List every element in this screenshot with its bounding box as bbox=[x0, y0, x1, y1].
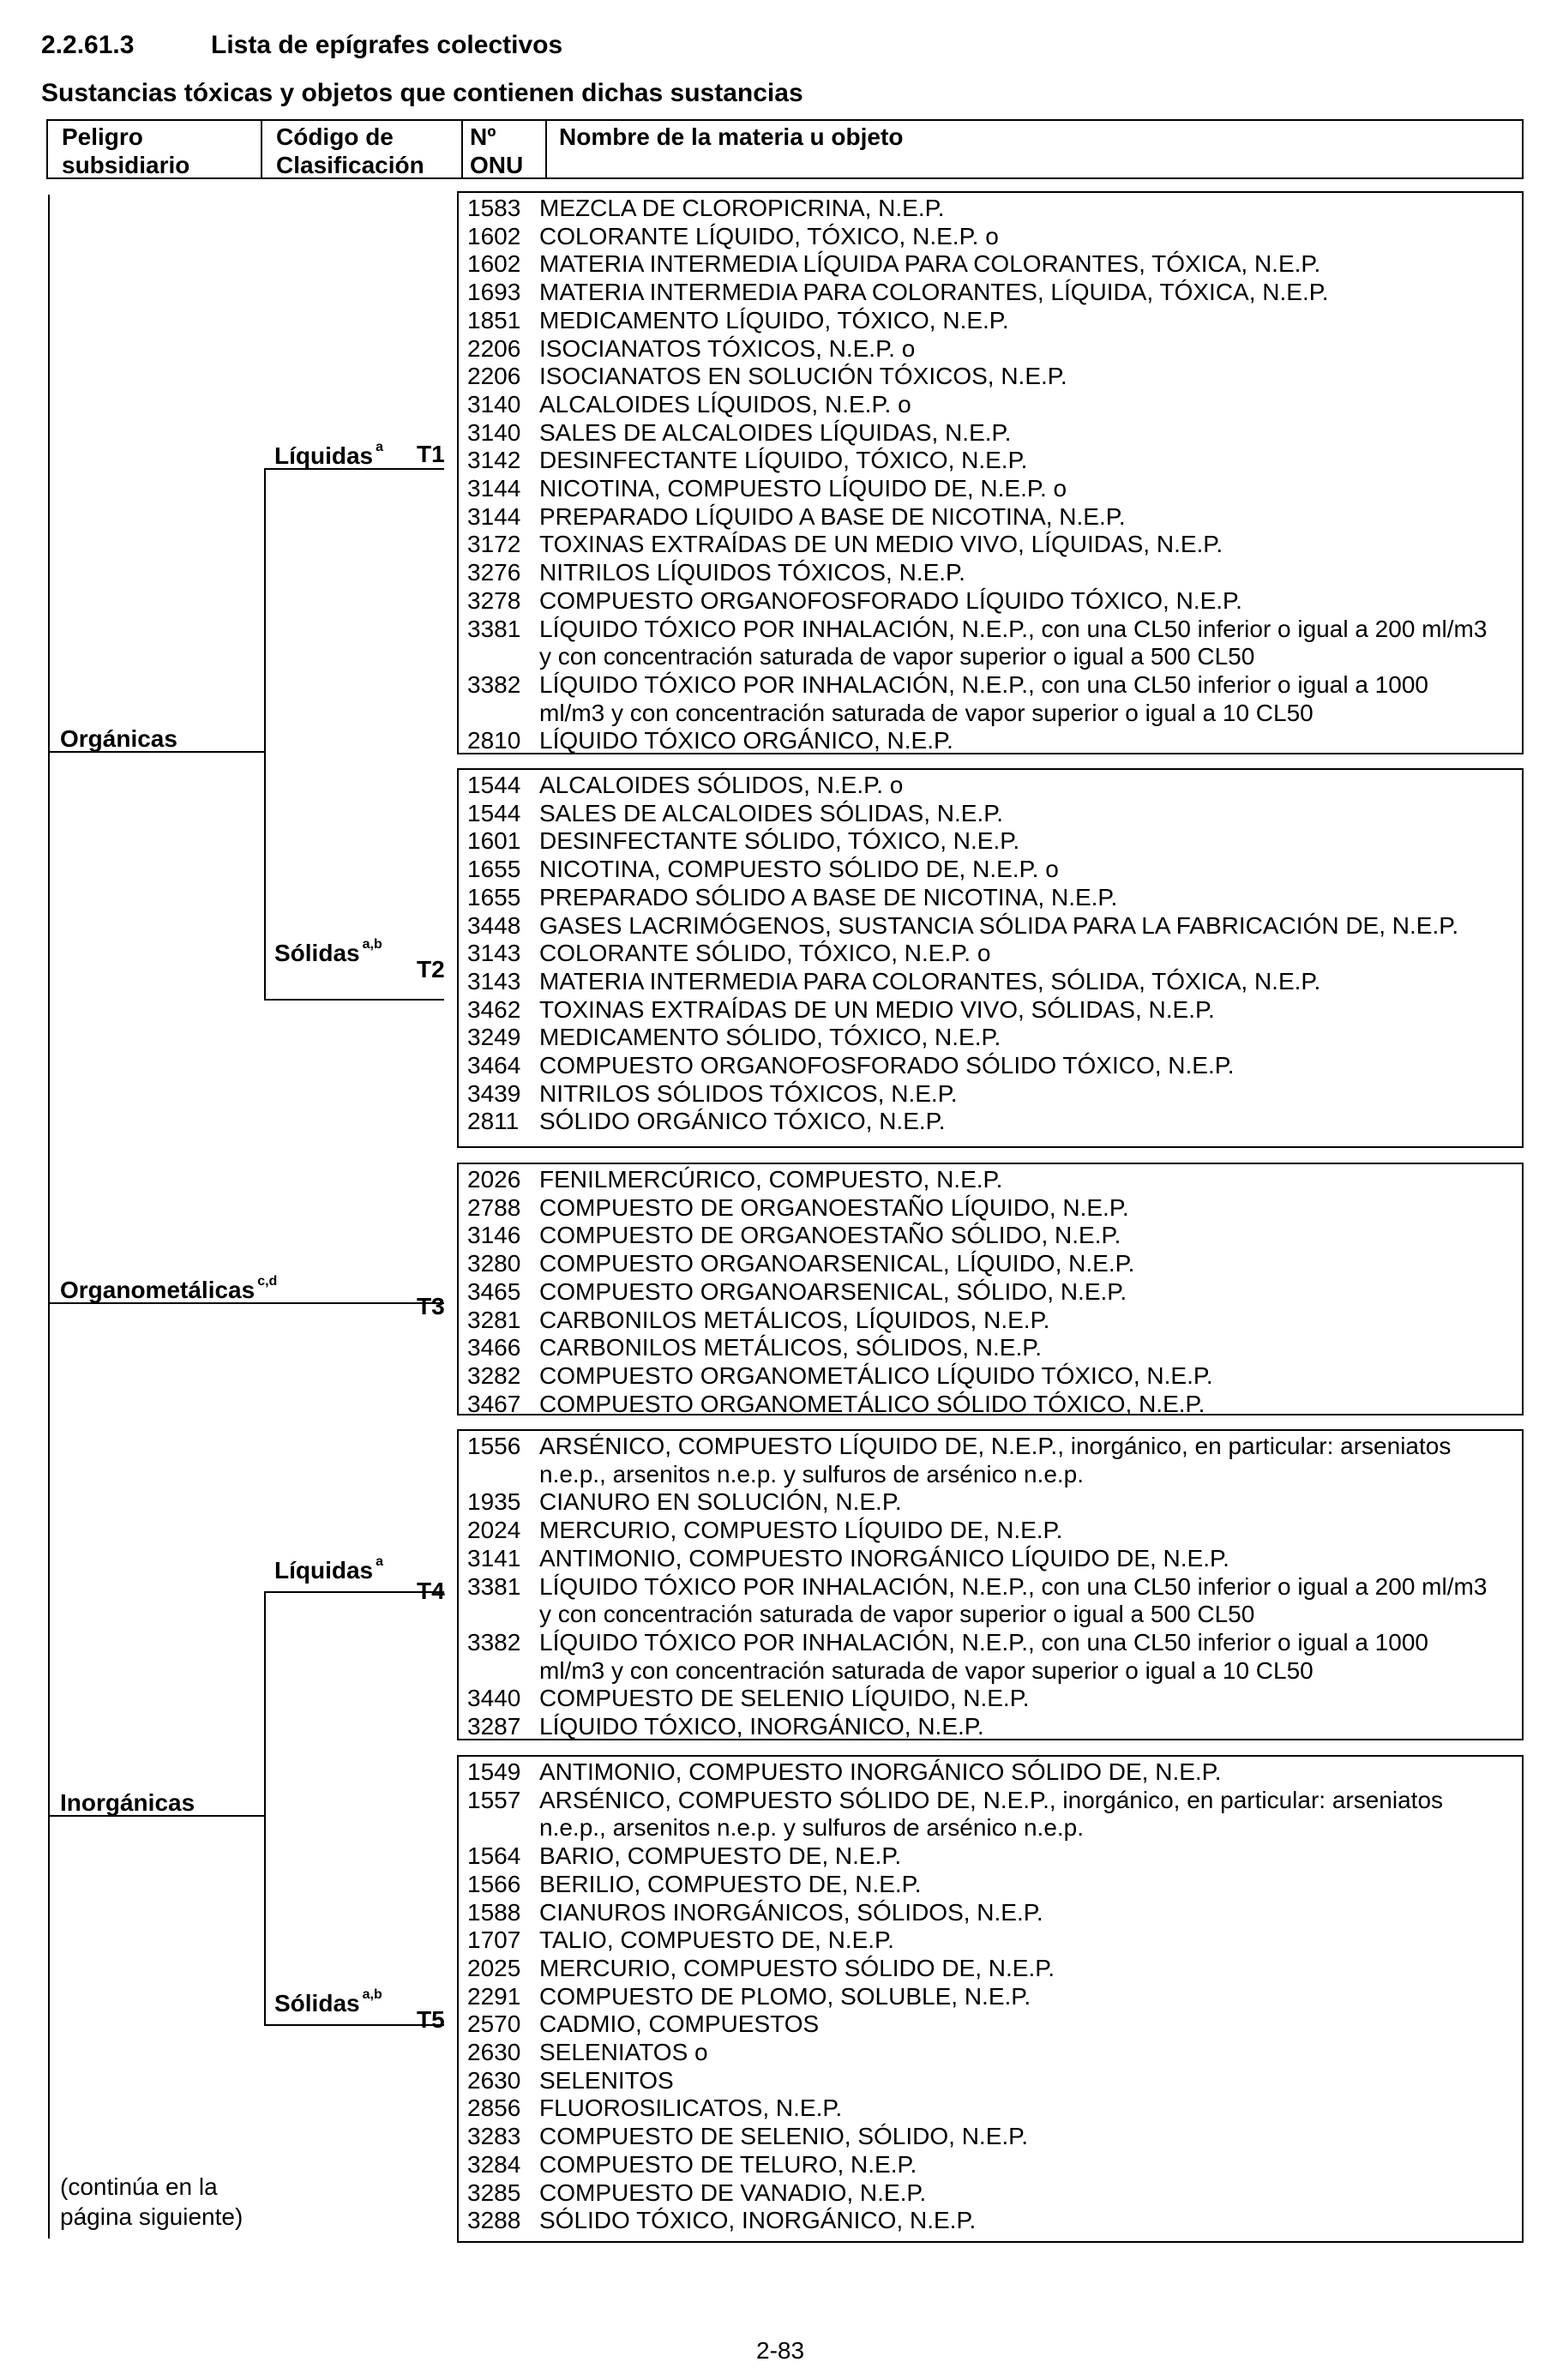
entry-row bbox=[459, 643, 1522, 671]
entry-row bbox=[459, 1926, 1522, 1955]
header-col-nombre: Nombre de la materia u objeto bbox=[559, 123, 904, 150]
entry-row bbox=[459, 1488, 1522, 1517]
substance-name: COLORANTE LÍQUIDO, TÓXICO, N.E.P. o bbox=[539, 222, 999, 249]
entry-row bbox=[459, 1629, 1522, 1657]
entry-row bbox=[459, 1899, 1522, 1927]
entry-row bbox=[459, 1278, 1522, 1307]
entry-row bbox=[459, 559, 1522, 587]
substance-name: DESINFECTANTE SÓLIDO, TÓXICO, N.E.P. bbox=[539, 827, 1020, 855]
entry-row bbox=[459, 671, 1522, 700]
un-number: 3140 bbox=[467, 418, 521, 446]
code-t2: T2 bbox=[417, 956, 445, 983]
substance-name: DESINFECTANTE LÍQUIDO, TÓXICO, N.E.P. bbox=[539, 447, 1028, 474]
code-t3: T3 bbox=[417, 1293, 445, 1319]
substance-name: PREPARADO LÍQUIDO A BASE DE NICOTINA, N.E.P. bbox=[539, 502, 1126, 530]
un-number: 3144 bbox=[467, 475, 521, 502]
entry-row bbox=[459, 195, 1522, 223]
entry-row bbox=[459, 1080, 1522, 1109]
substance-name: MERCURIO, COMPUESTO SÓLIDO DE, N.E.P. bbox=[539, 1954, 1055, 1981]
un-number: 3448 bbox=[467, 911, 521, 939]
entry-row bbox=[459, 335, 1522, 364]
entry-row bbox=[459, 1433, 1522, 1461]
un-number: 1549 bbox=[467, 1758, 521, 1785]
substance-name: CIANUROS INORGÁNICOS, SÓLIDOS, N.E.P. bbox=[539, 1898, 1043, 1926]
entry-row bbox=[459, 727, 1522, 755]
un-number: 3287 bbox=[467, 1713, 521, 1740]
entry-row bbox=[459, 419, 1522, 448]
entry-row bbox=[459, 1461, 1522, 1489]
entry-row bbox=[459, 1758, 1522, 1787]
un-number: 3462 bbox=[467, 995, 521, 1023]
entry-row bbox=[459, 1166, 1522, 1194]
entries-box-t5 bbox=[457, 1755, 1524, 2243]
substance-name: GASES LACRIMÓGENOS, SUSTANCIA SÓLIDA PARA LA FABRICACIÓN DE, N.E.P. bbox=[539, 911, 1459, 939]
substance-name: y con concentración saturada de vapor superior o igual a 500 CL50 bbox=[539, 1601, 1255, 1628]
un-number: 1557 bbox=[467, 1786, 521, 1813]
entry-row bbox=[459, 800, 1522, 828]
entry-row bbox=[459, 1657, 1522, 1686]
un-number: 3467 bbox=[467, 1390, 521, 1417]
label-liquidas-t4: Líquidas $^a$ bbox=[274, 1554, 384, 1584]
substance-name: LÍQUIDO TÓXICO ORGÁNICO, N.E.P. bbox=[539, 727, 953, 754]
entry-row bbox=[459, 1334, 1522, 1362]
substance-name: COMPUESTO DE SELENIO, SÓLIDO, N.E.P. bbox=[539, 2123, 1029, 2150]
substance-name: NITRILOS SÓLIDOS TÓXICOS, N.E.P. bbox=[539, 1079, 958, 1107]
subtitle: Sustancias tóxicas y objetos que contienen dichas sustancias bbox=[41, 79, 803, 107]
continuation-note: (continúa en la página siguiente) bbox=[60, 2173, 243, 2230]
entry-row bbox=[459, 307, 1522, 335]
un-number: 3141 bbox=[467, 1544, 521, 1572]
substance-name: CARBONILOS METÁLICOS, LÍQUIDOS, N.E.P. bbox=[539, 1306, 1050, 1333]
entry-row bbox=[459, 279, 1522, 307]
entry-row bbox=[459, 391, 1522, 419]
un-number: 1602 bbox=[467, 222, 521, 249]
un-number: 2811 bbox=[467, 1108, 520, 1135]
un-number: 2291 bbox=[467, 1982, 521, 2010]
entry-row bbox=[459, 1842, 1522, 1871]
entry-row bbox=[459, 856, 1522, 884]
un-number: 2810 bbox=[467, 727, 521, 754]
entry-row bbox=[459, 1250, 1522, 1278]
un-number: 1851 bbox=[467, 306, 521, 334]
entry-row bbox=[459, 996, 1522, 1025]
un-number: 3142 bbox=[467, 447, 521, 474]
un-number: 1655 bbox=[467, 856, 521, 883]
substance-name: COMPUESTO DE VANADIO, N.E.P. bbox=[539, 2179, 927, 2206]
substance-name: ARSÉNICO, COMPUESTO LÍQUIDO DE, N.E.P., inorgánico, en particular: arseniatos bbox=[539, 1433, 1452, 1459]
un-number: 2025 bbox=[467, 1954, 521, 1981]
substance-name: COMPUESTO DE ORGANOESTAÑO SÓLIDO, N.E.P. bbox=[539, 1222, 1121, 1249]
organicas-branch bbox=[264, 468, 266, 1000]
entry-row bbox=[459, 1871, 1522, 1899]
un-number: 3282 bbox=[467, 1361, 521, 1389]
entry-row bbox=[459, 1713, 1522, 1741]
entry-row bbox=[459, 1194, 1522, 1223]
substance-name: COMPUESTO ORGANOMETÁLICO SÓLIDO TÓXICO, N.E.P. bbox=[539, 1390, 1205, 1417]
substance-name: SÓLIDO TÓXICO, INORGÁNICO, N.E.P. bbox=[539, 2207, 977, 2234]
entry-row bbox=[459, 1545, 1522, 1573]
un-number: 3284 bbox=[467, 2150, 521, 2178]
un-number: 3382 bbox=[467, 670, 521, 698]
entry-row bbox=[459, 531, 1522, 559]
substance-name: y con concentración saturada de vapor superior o igual a 500 CL50 bbox=[539, 643, 1255, 670]
entry-row bbox=[459, 1222, 1522, 1250]
un-number: 1693 bbox=[467, 279, 521, 306]
substance-name: MATERIA INTERMEDIA LÍQUIDA PARA COLORANTES, TÓXICA, N.E.P. bbox=[539, 250, 1321, 278]
substance-name: MATERIA INTERMEDIA PARA COLORANTES, LÍQUIDA, TÓXICA, N.E.P. bbox=[539, 279, 1329, 306]
un-number: 1707 bbox=[467, 1926, 521, 1954]
un-number: 3276 bbox=[467, 559, 521, 586]
substance-name: COMPUESTO DE ORGANOESTAÑO LÍQUIDO, N.E.P. bbox=[539, 1193, 1129, 1221]
substance-name: ANTIMONIO, COMPUESTO INORGÁNICO LÍQUIDO DE, N.E.P. bbox=[539, 1544, 1229, 1572]
substance-name: LÍQUIDO TÓXICO POR INHALACIÓN, N.E.P., con una CL50 inferior o igual a 200 ml/m3 bbox=[539, 615, 1488, 642]
un-number: 2570 bbox=[467, 2010, 521, 2038]
un-number: 3466 bbox=[467, 1334, 521, 1361]
code-t1: T1 bbox=[417, 441, 445, 467]
un-number: 3285 bbox=[467, 2179, 521, 2206]
substance-name: CADMIO, COMPUESTOS bbox=[539, 2010, 820, 2038]
un-number: 3283 bbox=[467, 2123, 521, 2150]
un-number: 1583 bbox=[467, 195, 521, 221]
un-number: 2206 bbox=[467, 363, 521, 390]
substance-name: n.e.p., arsenitos n.e.p. y sulfuros de arsénico n.e.p. bbox=[539, 1460, 1085, 1488]
substance-name: ANTIMONIO, COMPUESTO INORGÁNICO SÓLIDO DE, N.E.P. bbox=[539, 1758, 1222, 1785]
un-number: 1655 bbox=[467, 883, 521, 911]
substance-name: PREPARADO SÓLIDO A BASE DE NICOTINA, N.E.P. bbox=[539, 883, 1118, 911]
substance-name: BERILIO, COMPUESTO DE, N.E.P. bbox=[539, 1870, 922, 1897]
entry-row bbox=[459, 1052, 1522, 1080]
label-solidas-t2: Sólidas $^{a,b}$ bbox=[274, 937, 382, 966]
substance-name: ISOCIANATOS EN SOLUCIÓN TÓXICOS, N.E.P. bbox=[539, 363, 1067, 390]
entry-row bbox=[459, 223, 1522, 251]
substance-name: COMPUESTO ORGANOFOSFORADO LÍQUIDO TÓXICO, N.E.P. bbox=[539, 586, 1242, 614]
un-number: 2630 bbox=[467, 2039, 521, 2065]
substance-name: n.e.p., arsenitos n.e.p. y sulfuros de arsénico n.e.p. bbox=[539, 1814, 1085, 1842]
substance-name: LÍQUIDO TÓXICO, INORGÁNICO, N.E.P. bbox=[539, 1713, 984, 1740]
un-number: 1601 bbox=[467, 827, 521, 855]
label-organicas: Orgánicas bbox=[60, 725, 177, 752]
substance-name: FENILMERCÚRICO, COMPUESTO, N.E.P. bbox=[539, 1166, 1003, 1193]
un-number: 3288 bbox=[467, 2207, 521, 2234]
un-number: 2788 bbox=[467, 1193, 521, 1221]
entry-row bbox=[459, 250, 1522, 279]
substance-name: MEZCLA DE CLOROPICRINA, N.E.P. bbox=[539, 195, 945, 221]
un-number: 3381 bbox=[467, 615, 521, 642]
un-number: 2206 bbox=[467, 334, 521, 362]
entries-box-t3 bbox=[457, 1163, 1524, 1415]
un-number: 3281 bbox=[467, 1306, 521, 1333]
un-number: 2856 bbox=[467, 2095, 521, 2122]
un-number: 3143 bbox=[467, 940, 521, 967]
substance-name: SALES DE ALCALOIDES SÓLIDAS, N.E.P. bbox=[539, 799, 1004, 826]
substance-name: ml/m3 y con concentración saturada de vapor superior o igual a 10 CL50 bbox=[539, 699, 1314, 726]
substance-name: CARBONILOS METÁLICOS, SÓLIDOS, N.E.P. bbox=[539, 1334, 1043, 1361]
substance-name: NICOTINA, COMPUESTO SÓLIDO DE, N.E.P. o bbox=[539, 856, 1059, 883]
entry-row bbox=[459, 2179, 1522, 2208]
entry-row bbox=[459, 1108, 1522, 1136]
substance-name: MERCURIO, COMPUESTO LÍQUIDO DE, N.E.P. bbox=[539, 1517, 1063, 1544]
entry-row bbox=[459, 884, 1522, 912]
entries-box-t4 bbox=[457, 1429, 1524, 1740]
entry-row bbox=[459, 2039, 1522, 2067]
substance-name: CIANURO EN SOLUCIÓN, N.E.P. bbox=[539, 1488, 902, 1516]
entry-row bbox=[459, 912, 1522, 941]
un-number: 1935 bbox=[467, 1488, 521, 1516]
un-number: 3280 bbox=[467, 1250, 521, 1277]
substance-name: SALES DE ALCALOIDES LÍQUIDAS, N.E.P. bbox=[539, 418, 1012, 446]
code-t5: T5 bbox=[417, 2006, 445, 2033]
entry-row bbox=[459, 940, 1522, 968]
header-col-codigo: Código de Clasificación bbox=[276, 123, 424, 178]
entry-row bbox=[459, 1024, 1522, 1052]
un-number: 3382 bbox=[467, 1628, 521, 1656]
label-inorganicas: Inorgánicas bbox=[60, 1789, 195, 1816]
substance-name: TALIO, COMPUESTO DE, N.E.P. bbox=[539, 1926, 894, 1954]
un-number: 1564 bbox=[467, 1842, 521, 1870]
entry-row bbox=[459, 2123, 1522, 2151]
entry-row bbox=[459, 1391, 1522, 1419]
entry-row bbox=[459, 1601, 1522, 1629]
un-number: 2026 bbox=[467, 1166, 521, 1193]
substance-name: ISOCIANATOS TÓXICOS, N.E.P. o bbox=[539, 334, 916, 362]
un-number: 3440 bbox=[467, 1685, 521, 1712]
entries-box-t1 bbox=[457, 191, 1524, 754]
un-number: 3146 bbox=[467, 1222, 521, 1249]
entry-row bbox=[459, 2207, 1522, 2235]
un-number: 1544 bbox=[467, 772, 521, 798]
substance-name: SELENITOS bbox=[539, 2066, 674, 2094]
substance-name: MEDICAMENTO SÓLIDO, TÓXICO, N.E.P. bbox=[539, 1024, 1001, 1051]
substance-name: COMPUESTO ORGANOARSENICAL, SÓLIDO, N.E.P. bbox=[539, 1277, 1127, 1305]
entry-row bbox=[459, 1814, 1522, 1842]
label-liquidas-t1: Líquidas $^a$ bbox=[274, 440, 384, 469]
entry-row bbox=[459, 616, 1522, 644]
un-number: 3464 bbox=[467, 1052, 521, 1079]
label-solidas-t5: Sólidas $^{a,b}$ bbox=[274, 1987, 382, 2016]
un-number: 3172 bbox=[467, 531, 521, 558]
entry-row bbox=[459, 2151, 1522, 2179]
un-number: 3381 bbox=[467, 1572, 521, 1600]
un-number: 3249 bbox=[467, 1024, 521, 1051]
substance-name: COMPUESTO DE SELENIO LÍQUIDO, N.E.P. bbox=[539, 1685, 1030, 1712]
entry-row bbox=[459, 700, 1522, 728]
tree-main-line bbox=[48, 195, 50, 2239]
un-number: 2630 bbox=[467, 2066, 521, 2094]
inorganicas-branch bbox=[264, 1591, 266, 2024]
entry-row bbox=[459, 475, 1522, 503]
entry-row bbox=[459, 2095, 1522, 2123]
entry-row bbox=[459, 1685, 1522, 1713]
un-number: 3439 bbox=[467, 1079, 521, 1107]
substance-name: ARSÉNICO, COMPUESTO SÓLIDO DE, N.E.P., inorgánico, en particular: arseniatos bbox=[539, 1786, 1444, 1813]
substance-name: SÓLIDO ORGÁNICO TÓXICO, N.E.P. bbox=[539, 1108, 946, 1135]
substance-name: MEDICAMENTO LÍQUIDO, TÓXICO, N.E.P. bbox=[539, 306, 1009, 334]
substance-name: LÍQUIDO TÓXICO POR INHALACIÓN, N.E.P., con una CL50 inferior o igual a 1000 bbox=[539, 670, 1428, 698]
un-number: 1556 bbox=[467, 1433, 521, 1459]
entry-row bbox=[459, 587, 1522, 616]
substance-name: MATERIA INTERMEDIA PARA COLORANTES, SÓLIDA, TÓXICA, N.E.P. bbox=[539, 967, 1321, 995]
entry-row bbox=[459, 1787, 1522, 1815]
substance-name: COMPUESTO ORGANOARSENICAL, LÍQUIDO, N.E.P. bbox=[539, 1250, 1135, 1277]
un-number: 3143 bbox=[467, 967, 521, 995]
substance-name: ml/m3 y con concentración saturada de vapor superior o igual a 10 CL50 bbox=[539, 1656, 1314, 1684]
entry-row bbox=[459, 1517, 1522, 1545]
un-number: 1588 bbox=[467, 1898, 521, 1926]
substance-name: NICOTINA, COMPUESTO LÍQUIDO DE, N.E.P. o bbox=[539, 475, 1067, 502]
section-number: 2.2.61.3 bbox=[41, 31, 135, 59]
un-number: 3140 bbox=[467, 390, 521, 418]
entry-row bbox=[459, 1307, 1522, 1335]
un-number: 3278 bbox=[467, 586, 521, 614]
substance-name: BARIO, COMPUESTO DE, N.E.P. bbox=[539, 1842, 902, 1870]
substance-name: ALCALOIDES LÍQUIDOS, N.E.P. o bbox=[539, 390, 911, 418]
column-header bbox=[46, 119, 1524, 179]
entry-row bbox=[459, 827, 1522, 856]
entry-row bbox=[459, 968, 1522, 996]
un-number: 3144 bbox=[467, 502, 521, 530]
entries-box-t2 bbox=[457, 768, 1524, 1148]
un-number: 3465 bbox=[467, 1277, 521, 1305]
substance-name: TOXINAS EXTRAÍDAS DE UN MEDIO VIVO, LÍQUIDAS, N.E.P. bbox=[539, 531, 1223, 558]
entry-row bbox=[459, 2067, 1522, 2095]
substance-name: TOXINAS EXTRAÍDAS DE UN MEDIO VIVO, SÓLIDAS, N.E.P. bbox=[539, 995, 1215, 1023]
entry-row bbox=[459, 363, 1522, 391]
substance-name: SELENIATOS o bbox=[539, 2039, 708, 2065]
page-number: 2-83 bbox=[756, 2337, 805, 2364]
un-number: 1602 bbox=[467, 250, 521, 278]
code-t4: T4 bbox=[417, 1578, 445, 1604]
un-number: 1544 bbox=[467, 799, 521, 826]
substance-name: COMPUESTO ORGANOMETÁLICO LÍQUIDO TÓXICO, N.E.P. bbox=[539, 1361, 1213, 1389]
substance-name: LÍQUIDO TÓXICO POR INHALACIÓN, N.E.P., con una CL50 inferior o igual a 200 ml/m3 bbox=[539, 1572, 1488, 1600]
substance-name: FLUOROSILICATOS, N.E.P. bbox=[539, 2095, 843, 2122]
un-number: 1566 bbox=[467, 1870, 521, 1897]
entry-row bbox=[459, 772, 1522, 800]
entry-row bbox=[459, 503, 1522, 532]
substance-name: NITRILOS LÍQUIDOS TÓXICOS, N.E.P. bbox=[539, 559, 965, 586]
entry-row bbox=[459, 447, 1522, 475]
substance-name: COLORANTE SÓLIDO, TÓXICO, N.E.P. o bbox=[539, 940, 991, 967]
t2-line bbox=[264, 999, 444, 1001]
label-organometalicas: Organometálicas $^{c,d}$ bbox=[60, 1274, 278, 1303]
substance-name: ALCALOIDES SÓLIDOS, N.E.P. o bbox=[539, 772, 904, 798]
entry-row bbox=[459, 1362, 1522, 1391]
substance-name: COMPUESTO ORGANOFOSFORADO SÓLIDO TÓXICO, N.E.P. bbox=[539, 1052, 1235, 1079]
header-col-onu: Nº ONU bbox=[470, 123, 524, 178]
entry-row bbox=[459, 1955, 1522, 1983]
entry-row bbox=[459, 1573, 1522, 1602]
header-col-peligro: Peligro subsidiario bbox=[62, 123, 190, 178]
entry-row bbox=[459, 2010, 1522, 2039]
entry-row bbox=[459, 1983, 1522, 2011]
un-number: 2024 bbox=[467, 1517, 521, 1544]
substance-name: LÍQUIDO TÓXICO POR INHALACIÓN, N.E.P., con una CL50 inferior o igual a 1000 bbox=[539, 1628, 1428, 1656]
substance-name: COMPUESTO DE TELURO, N.E.P. bbox=[539, 2150, 917, 2178]
substance-name: COMPUESTO DE PLOMO, SOLUBLE, N.E.P. bbox=[539, 1982, 1031, 2010]
section-title: Lista de epígrafes colectivos bbox=[211, 31, 563, 59]
